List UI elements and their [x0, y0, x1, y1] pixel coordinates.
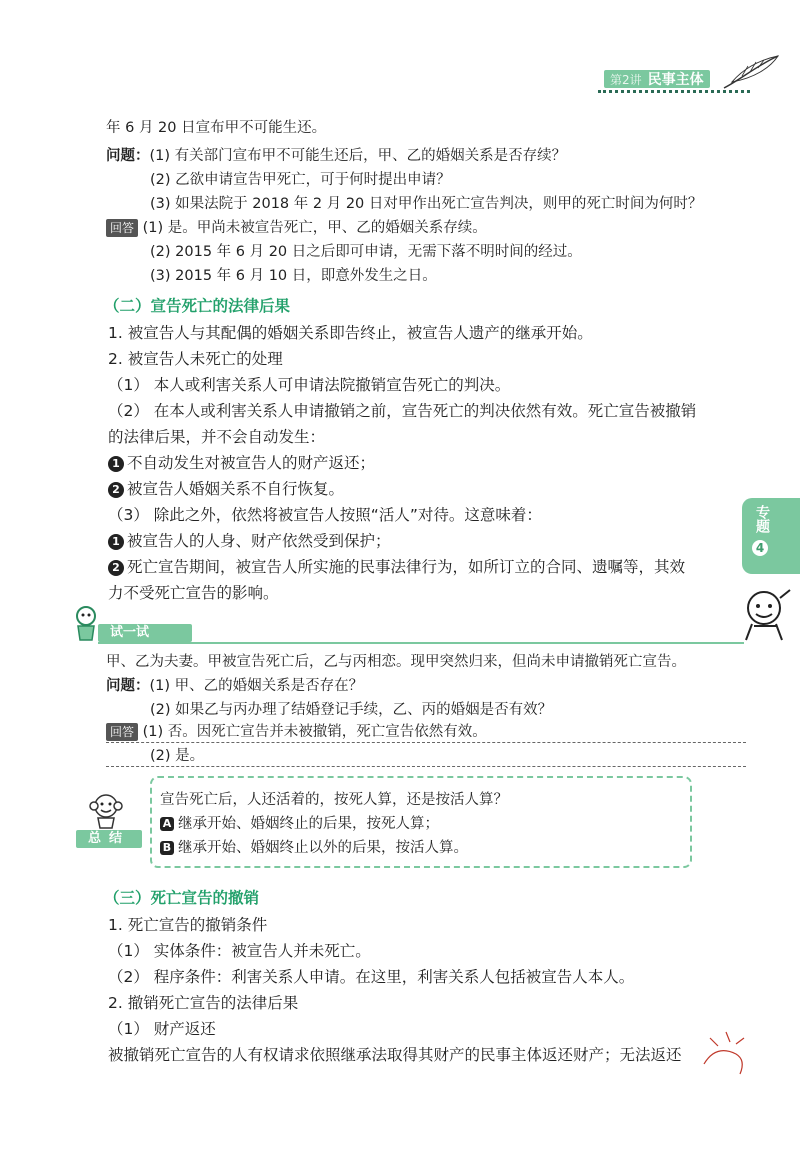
- question-2: (2) 如果乙与丙办理了结婚登记手续，乙、丙的婚姻是否有效？: [150, 702, 553, 718]
- bullet-2: 2: [108, 482, 124, 498]
- list-item: [108, 530, 391, 552]
- answer-1: (1) 是。甲尚未被宣告死亡，甲、乙的婚姻关系存续。: [142, 220, 487, 236]
- question-2: (2) 乙欲申请宣告甲死亡，可于何时提出申请？: [150, 172, 451, 188]
- question-label: 问题：: [106, 678, 150, 694]
- paragraph: 2. 被宣告人未死亡的处理: [108, 350, 283, 368]
- paragraph: 1. 被宣告人与其配偶的婚姻关系即告终止，被宣告人遗产的继承开始。: [108, 324, 593, 342]
- summary-line-text: 继承开始、婚姻终止以外的后果，按活人算。: [178, 840, 468, 856]
- question-1: (1) 有关部门宣布甲不可能生还后，甲、乙的婚姻关系是否存续？: [149, 148, 567, 164]
- marker-b: B: [160, 841, 174, 855]
- question-row-1: [106, 146, 566, 166]
- summary-banner: 总结: [76, 830, 142, 848]
- section-heading: （三）死亡宣告的撤销: [104, 889, 260, 907]
- paragraph: 被撤销死亡宣告的人有权请求依照继承法取得其财产的民事主体返还财产；无法返还: [108, 1046, 682, 1064]
- list-item: [108, 556, 685, 578]
- paragraph: （2） 在本人或利害关系人申请撤销之前，宣告死亡的判决依然有效。死亡宣告被撤销: [108, 402, 697, 420]
- summary-line: [160, 814, 439, 834]
- bullet-2: 2: [108, 560, 124, 576]
- monkey-mascot-icon: [86, 790, 126, 830]
- chapter-header: [604, 70, 710, 88]
- question-row-1: [106, 676, 363, 696]
- answer-badge: 回答: [106, 723, 138, 741]
- list-item-text: 不自动发生对被宣告人的财产返还；: [127, 454, 376, 472]
- topic-label: 专题: [754, 505, 770, 533]
- paragraph: （1） 财产返还: [108, 1020, 216, 1038]
- paragraph: （3） 除此之外，依然将被宣告人按照“活人”对待。这意味着：: [108, 506, 542, 524]
- list-item-text: 被宣告人婚姻关系不自行恢复。: [127, 480, 345, 498]
- paragraph: （2） 程序条件：利害关系人申请。在这里，利害关系人包括被宣告人本人。: [108, 968, 635, 986]
- corner-doodle-icon: [696, 1024, 752, 1084]
- bullet-1: 1: [108, 534, 124, 550]
- intro-line: 年 6 月 20 日宣布甲不可能生还。: [106, 120, 327, 136]
- marker-a: A: [160, 817, 174, 831]
- answer-rule: [106, 766, 746, 767]
- answer-rule: [106, 742, 746, 743]
- summary-line: 宣告死亡后，人还活着的，按死人算，还是按活人算？: [160, 792, 508, 808]
- try-it-banner: 试一试: [98, 624, 192, 642]
- answer-row-1: [106, 722, 487, 742]
- bullet-1: 1: [108, 456, 124, 472]
- list-item: [108, 478, 344, 500]
- summary-line: [160, 838, 468, 858]
- paragraph: （1） 本人或利害关系人可申请法院撤销宣告死亡的判决。: [108, 376, 511, 394]
- paragraph: 的法律后果，并不会自动发生：: [108, 428, 326, 446]
- list-item-text: 被宣告人的人身、财产依然受到保护；: [127, 532, 391, 550]
- mascot-icon: [736, 586, 796, 642]
- paragraph: 1. 死亡宣告的撤销条件: [108, 916, 268, 934]
- question-label: 问题：: [106, 148, 150, 164]
- try-case: 甲、乙为夫妻。甲被宣告死亡后，乙与丙相恋。现甲突然归来，但尚未申请撤销死亡宣告。: [106, 654, 686, 670]
- answer-1: (1) 否。因死亡宣告并未被撤销，死亡宣告依然有效。: [142, 724, 487, 740]
- answer-2: (2) 2015 年 6 月 20 日之后即可申请，无需下落不明时间的经过。: [150, 244, 582, 260]
- answer-3: (3) 2015 年 6 月 10 日，即意外发生之日。: [150, 268, 437, 284]
- question-3: (3) 如果法院于 2018 年 2 月 20 日对甲作出死亡宣告判决，则甲的死亡时间为何时？: [150, 196, 703, 212]
- chapter-title: 民事主体: [647, 72, 704, 88]
- try-divider: [98, 642, 744, 644]
- question-1: (1) 甲、乙的婚姻关系是否存在？: [149, 678, 364, 694]
- topic-number: 4: [752, 540, 768, 556]
- feather-icon: [722, 52, 782, 92]
- paragraph: 力不受死亡宣告的影响。: [108, 584, 279, 602]
- header-divider: [598, 90, 750, 93]
- list-item: [108, 452, 375, 474]
- chapter-number: 第2讲: [610, 72, 642, 87]
- paragraph: 2. 撤销死亡宣告的法律后果: [108, 994, 299, 1012]
- answer-2: (2) 是。: [150, 748, 205, 764]
- section-heading: （二）宣告死亡的法律后果: [104, 297, 291, 315]
- paragraph: （1） 实体条件：被宣告人并未死亡。: [108, 942, 371, 960]
- list-item-text: 死亡宣告期间，被宣告人所实施的民事法律行为，如所订立的合同、遗嘱等，其效: [127, 558, 686, 576]
- answer-badge: 回答: [106, 219, 138, 237]
- answer-row-1: [106, 218, 487, 238]
- summary-line-text: 继承开始、婚姻终止的后果，按死人算；: [178, 816, 439, 832]
